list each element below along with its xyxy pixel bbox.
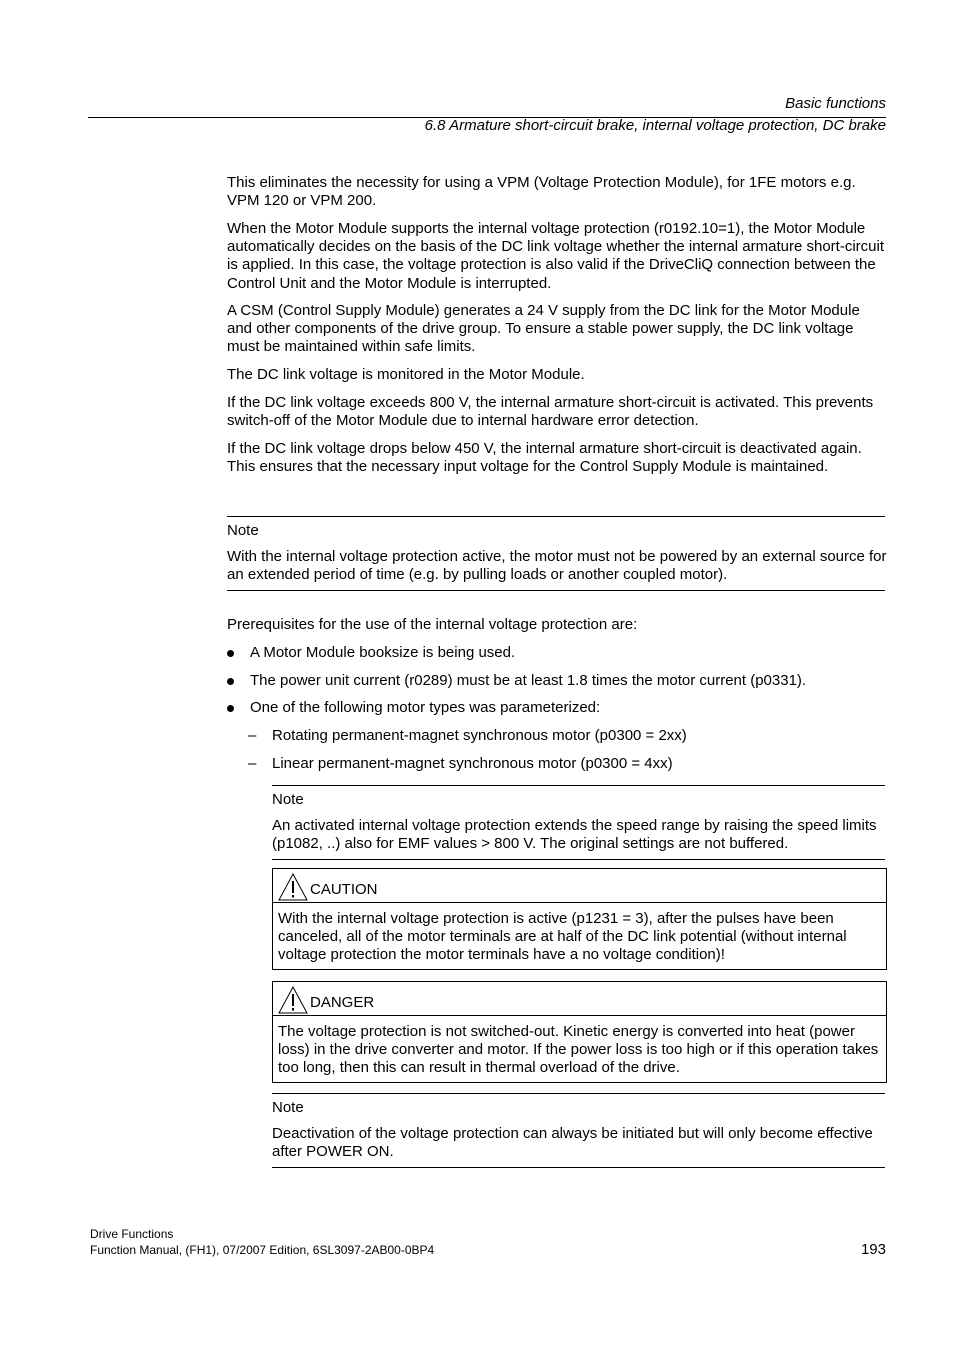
paragraph-5: If the DC link voltage exceeds 800 V, the internal armature short-circuit is activated. This prevents switch-off of the Motor Module due to internal hardware error detection. [227, 394, 874, 430]
paragraph-4: The DC link voltage is monitored in the Motor Module. [227, 366, 585, 383]
danger-text: The voltage protection is not switched-out. Kinetic energy is converted into heat (power loss) in the drive converter and motor. If the power loss is too high or if this operation takes too long, then this can result in thermal overload of the drive. [278, 1023, 879, 1077]
caution-header [273, 869, 886, 903]
note2-bottom-rule [272, 859, 885, 860]
paragraph-3: A CSM (Control Supply Module) generates a 24 V supply from the DC link for the Motor Module and other components of the drive group. To ensure a stable power supply, the DC link voltage must be maintained within safe limits. [227, 302, 860, 356]
note2-label: Note [272, 791, 304, 808]
note1-bottom-rule [227, 590, 885, 591]
note1-top-rule [227, 516, 885, 517]
danger-header [273, 982, 886, 1016]
caution-label: CAUTION [310, 881, 378, 898]
note2-top-rule [272, 785, 885, 786]
header-subsection: 6.8 Armature short-circuit brake, internal voltage protection, DC brake [424, 117, 886, 134]
note3-label: Note [272, 1099, 304, 1116]
note2-text: An activated internal voltage protection extends the speed range by raising the speed limits (p1082, ..) also for EMF values > 800 V. The original settings are not buffered. [272, 817, 877, 853]
paragraph-1: This eliminates the necessity for using a VPM (Voltage Protection Module), for 1FE motors e.g. VPM 120 or VPM 200. [227, 174, 856, 210]
footer-edition: Function Manual, (FH1), 07/2007 Edition, 6SL3097-2AB00-0BP4 [90, 1243, 435, 1257]
note3-top-rule [272, 1093, 885, 1094]
paragraph-2: When the Motor Module supports the internal voltage protection (r0192.10=1), the Motor Module automatically decides on the basis of the DC link voltage whether the internal armature short-circuit is applied. In this case, the voltage protection is also valid if the DriveCliQ connection between the Control Unit and the Motor Module is interrupted. [227, 220, 884, 292]
note1-text: With the internal voltage protection active, the motor must not be powered by an external source for an extended period of time (e.g. by pulling loads or another coupled motor). [227, 548, 887, 584]
bullet-2-marker [227, 678, 234, 685]
sub-item-1: Rotating permanent-magnet synchronous motor (p0300 = 2xx) [272, 727, 687, 744]
bullet-1: A Motor Module booksize is being used. [250, 644, 516, 661]
header-section: Basic functions [785, 95, 886, 112]
caution-text: With the internal voltage protection is active (p1231 = 3), after the pulses have been canceled, all of the motor terminals are at half of the DC link potential (without internal voltage protection the motor terminals have a no voltage condition)! [278, 910, 847, 964]
danger-label: DANGER [310, 994, 375, 1011]
warning-triangle-icon [278, 873, 308, 901]
bullet-2: The power unit current (r0289) must be at least 1.8 times the motor current (p0331). [250, 672, 807, 689]
paragraph-6: If the DC link voltage drops below 450 V, the internal armature short-circuit is deactivated again. This ensures that the necessary input voltage for the Control Supply Module is maintained. [227, 440, 862, 476]
bullet-1-marker [227, 650, 234, 657]
footer-title: Drive Functions [90, 1227, 174, 1241]
sub-item-2: Linear permanent-magnet synchronous motor (p0300 = 4xx) [272, 755, 673, 772]
note1-label: Note [227, 522, 259, 539]
bullet-3: One of the following motor types was parameterized: [250, 699, 601, 716]
sub-item-1-marker: – [248, 727, 257, 744]
danger-box [272, 981, 887, 1083]
prereq-intro: Prerequisites for the use of the internal voltage protection are: [227, 616, 638, 633]
note3-bottom-rule [272, 1167, 885, 1168]
page-number: 193 [860, 1241, 886, 1258]
note3-text: Deactivation of the voltage protection can always be initiated but will only become effective after POWER ON. [272, 1125, 873, 1161]
warning-triangle-icon [278, 986, 308, 1014]
bullet-3-marker [227, 705, 234, 712]
sub-item-2-marker: – [248, 755, 257, 772]
caution-box [272, 868, 887, 970]
